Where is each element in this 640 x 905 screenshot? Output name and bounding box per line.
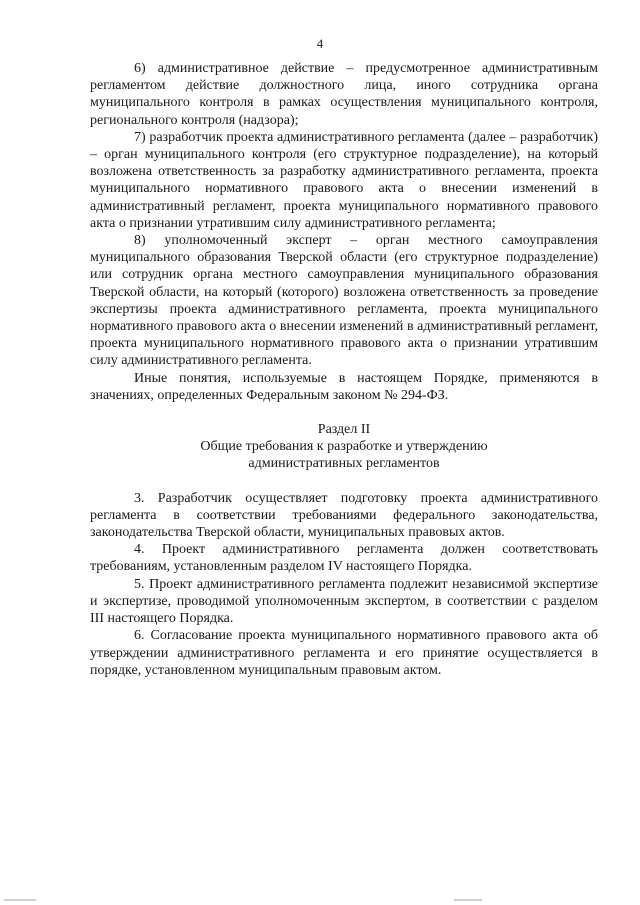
section-heading xyxy=(90,421,598,473)
paragraph-item-3: 3. Разработчик осуществляет подготовку проекта административного регламента в соответствии требованиями федерального законодательства, законодательства Тверской области, муниципальных правовых актов. xyxy=(90,490,598,541)
paragraph-item-8: 8) уполномоченный эксперт – орган местного самоуправления муниципального образования Тверской области (его структурное подразделение) или сотрудник органа местного самоуправления муниципального образования Тверской области, на который (которого) возложена ответственность за проведение экспертизы проекта административного регламента, проекта муниципального нормативного правового акта о внесении изменений в административный регламент, проекта муниципального нормативного правового акта о признании утратившим силу административного регламента. xyxy=(90,233,598,369)
paragraph-item-5: 5. Проект административного регламента подлежит независимой экспертизе и экспертизе, проводимой уполномоченным экспертом, в соответствии с разделом III настоящего Порядка. xyxy=(90,576,598,627)
document-body xyxy=(90,60,598,679)
scan-artifact-right xyxy=(454,899,482,901)
paragraph-other-terms: Иные понятия, используемые в настоящем Порядке, применяются в значениях, определенных Федеральным законом № 294-ФЗ. xyxy=(90,370,598,403)
scan-artifact-left xyxy=(4,899,36,901)
paragraph-item-6: 6) административное действие – предусмотренное административным регламентом действие должностного лица, иного сотрудника органа муниципального контроля в рамках осуществления муниципального контроля, регионального контроля (надзора); xyxy=(90,61,598,128)
section-title-line1: Общие требования к разработке и утверждению xyxy=(200,439,488,455)
paragraph-item-6-approval: 6. Согласование проекта муниципального нормативного правового акта об утверждении административного регламента и его принятие осуществляется в порядке, установленном муниципальным правовым актом. xyxy=(90,628,598,678)
section-title-line2: административных регламентов xyxy=(248,456,440,472)
paragraph-item-7: 7) разработчик проекта административного регламента (далее – разработчик) – орган муниципального контроля (его структурное подразделение), на который возложена ответственность за разработку административного регламента, проекта муниципального нормативного правового акта о внесении изменений в административный регламент, проекта муниципального нормативного правового акта о признании утратившим силу административного регламента; xyxy=(90,129,598,231)
section-number: Раздел II xyxy=(317,422,371,438)
paragraph-item-4: 4. Проект административного регламента должен соответствовать требованиям, установленным разделом IV настоящего Порядка. xyxy=(90,542,598,575)
page-number: 4 xyxy=(316,36,324,51)
